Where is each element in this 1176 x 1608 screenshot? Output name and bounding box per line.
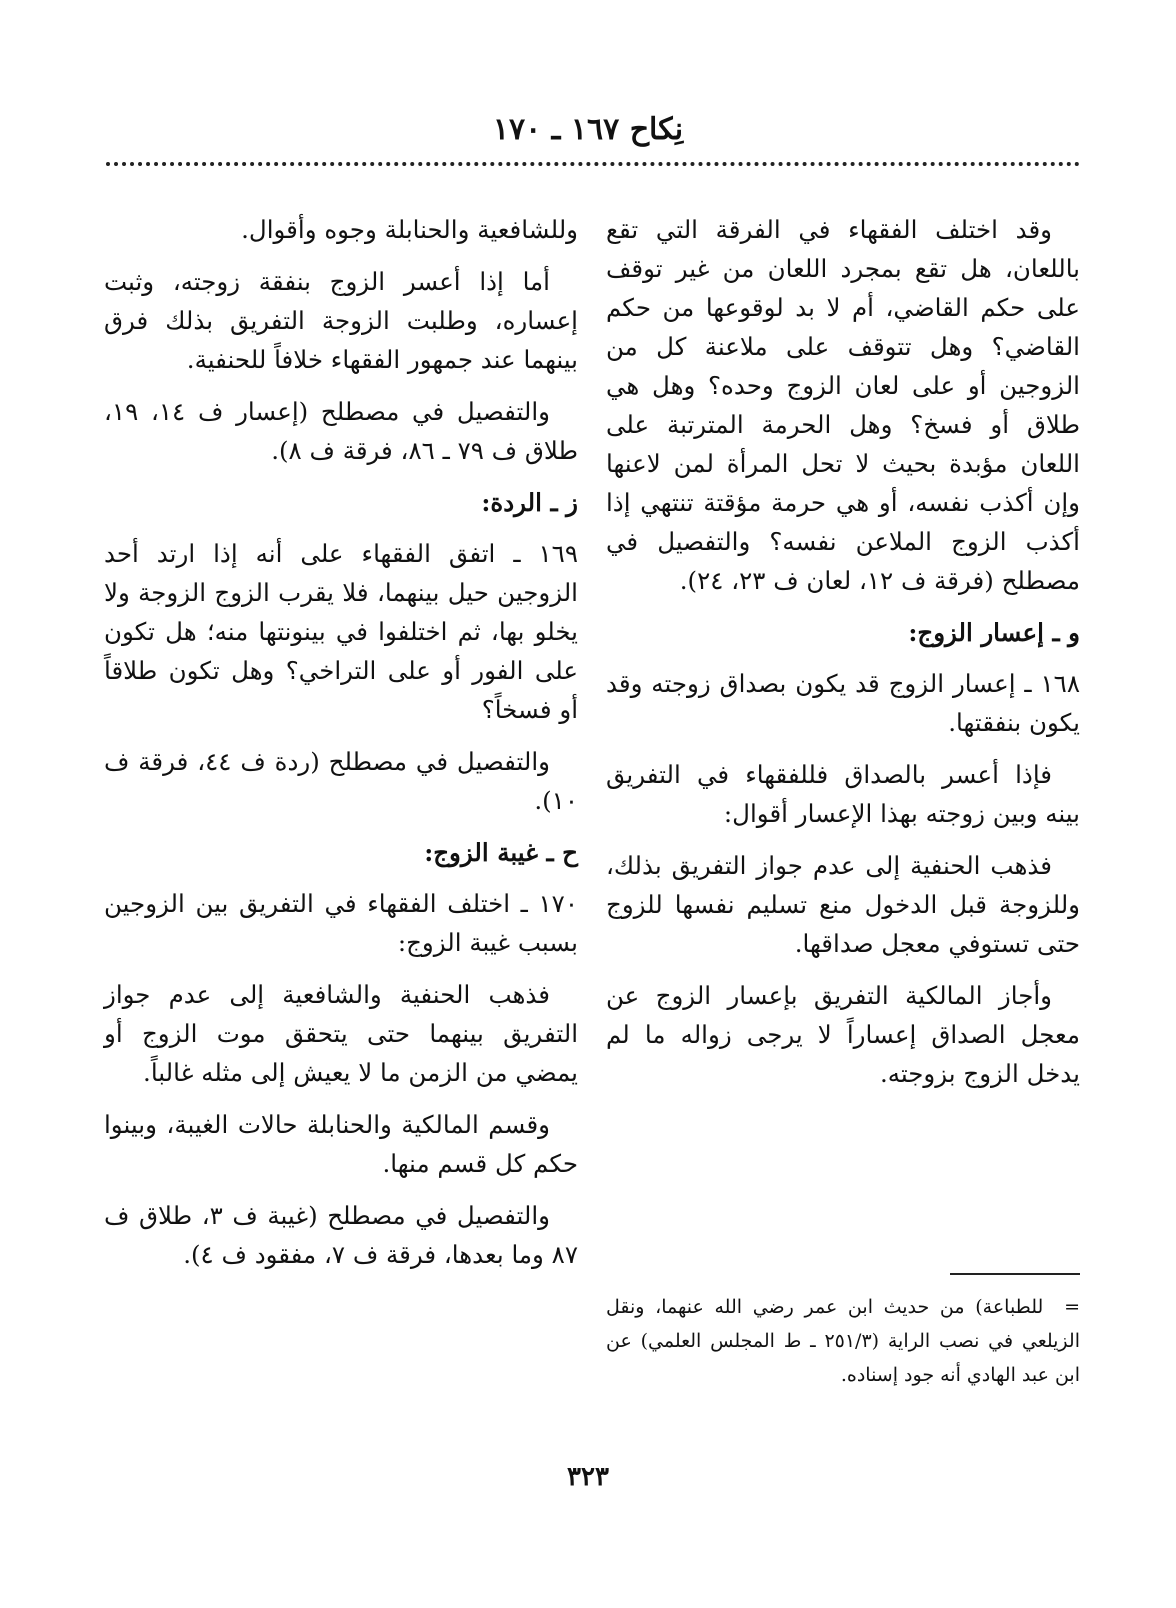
footnote (606, 1290, 1080, 1392)
footnote-continuation-mark: = (1064, 1296, 1080, 1318)
paragraph-hanafi-shafii-absence: فذهب الحنفية والشافعية إلى عدم جواز التفريق بينهما حتى يتحقق موت الزوج أو يمضي من الزمن ما لا يعيش إلى مثله غالباً. (104, 980, 578, 1087)
page-header-title: نِكاح ١٦٧ ـ ١٧٠ (492, 112, 684, 147)
paragraph-169: ١٦٩ ـ اتفق الفقهاء على أنه إذا ارتد أحد الزوجين حيل بينهما، فلا يقرب الزوج الزوجة ولا يخلو بها، ثم اختلفوا في بينونتها منه؛ هل تكون على الفور أو على التراخي؟ وهل تكون طلاقاً أو فسخاً؟ (104, 539, 578, 724)
section-heading-husband-absence: ح ـ غيبة الزوج: (424, 838, 578, 867)
paragraph-maintenance-insolvency: أما إذا أعسر الزوج بنفقة زوجته، وثبت إعساره، وطلبت الزوجة التفريق بذلك فرق بينهما عند جمهور الفقهاء خلافاً للحنفية. (104, 267, 578, 374)
section-heading-husband-insolvency: و ـ إعسار الزوج: (908, 618, 1080, 647)
paragraph-168: ١٦٨ ـ إعسار الزوج قد يكون بصداق زوجته وقد يكون بنفقتها. (606, 669, 1080, 737)
paragraph-apostasy-reference: والتفصيل في مصطلح (ردة ف ٤٤، فرقة ف ١٠). (104, 747, 578, 815)
paragraph-absence-reference: والتفصيل في مصطلح (غيبة ف ٣، طلاق ف ٨٧ وما بعدها، فرقة ف ٧، مفقود ف ٤). (104, 1201, 578, 1269)
left-column (104, 210, 578, 1287)
header-dotted-divider (106, 162, 1080, 166)
page-number: ٣٢٣ (567, 1462, 609, 1492)
paragraph-170: ١٧٠ ـ اختلف الفقهاء في التفريق بين الزوجين بسبب غيبة الزوج: (104, 889, 578, 957)
footnote-text: للطباعة) من حديث ابن عمر رضي الله عنهما، ونقل الزيلعي في نصب الراية (٢٥١/٣ ـ ط المجلس العلمي) عن ابن عبد الهادي أنه جود إسناده. (606, 1296, 1080, 1386)
paragraph-shafii-hanbali: وللشافعية والحنابلة وجوه وأقوال. (241, 215, 578, 244)
paragraph-maliki-view: وأجاز المالكية التفريق بإعسار الزوج عن معجل الصداق إعساراً لا يرجى زواله ما لم يدخل الزوج بزوجته. (606, 981, 1080, 1088)
paragraph-maliki-hanbali-absence: وقسم المالكية والحنابلة حالات الغيبة، وبينوا حكم كل قسم منها. (104, 1110, 578, 1178)
paragraph-insolvency-reference: والتفصيل في مصطلح (إعسار ف ١٤، ١٩، طلاق ف ٧٩ ـ ٨٦، فرقة ف ٨). (104, 397, 578, 465)
paragraph-dowry-insolvency: فإذا أعسر بالصداق فللفقهاء في التفريق بينه وبين زوجته بهذا الإعسار أقوال: (606, 760, 1080, 828)
section-heading-apostasy: ز ـ الردة: (481, 488, 578, 517)
paragraph-hanafi-view: فذهب الحنفية إلى عدم جواز التفريق بذلك، وللزوجة قبل الدخول منع تسليم نفسها للزوج حتى تستوفي معجل صداقها. (606, 851, 1080, 958)
right-column (606, 210, 1080, 1106)
footnote-divider (950, 1273, 1080, 1275)
paragraph-lian-separation: وقد اختلف الفقهاء في الفرقة التي تقع باللعان، هل تقع بمجرد اللعان من غير توقف على حكم القاضي، أم لا بد لوقوعها من حكم القاضي؟ وهل تتوقف على ملاعنة كل من الزوجين أو على لعان الزوج وحده؟ وهل هي طلاق أو فسخ؟ وهل الحرمة المترتبة على اللعان مؤبدة بحيث لا تحل المرأة لمن لاعنها وإن أكذب نفسه، أو هي حرمة مؤقتة تنتهي إذا أكذب الزوج الملاعن نفسه؟ والتفصيل في مصطلح (فرقة ف ١٢، لعان ف ٢٣، ٢٤). (606, 215, 1080, 595)
